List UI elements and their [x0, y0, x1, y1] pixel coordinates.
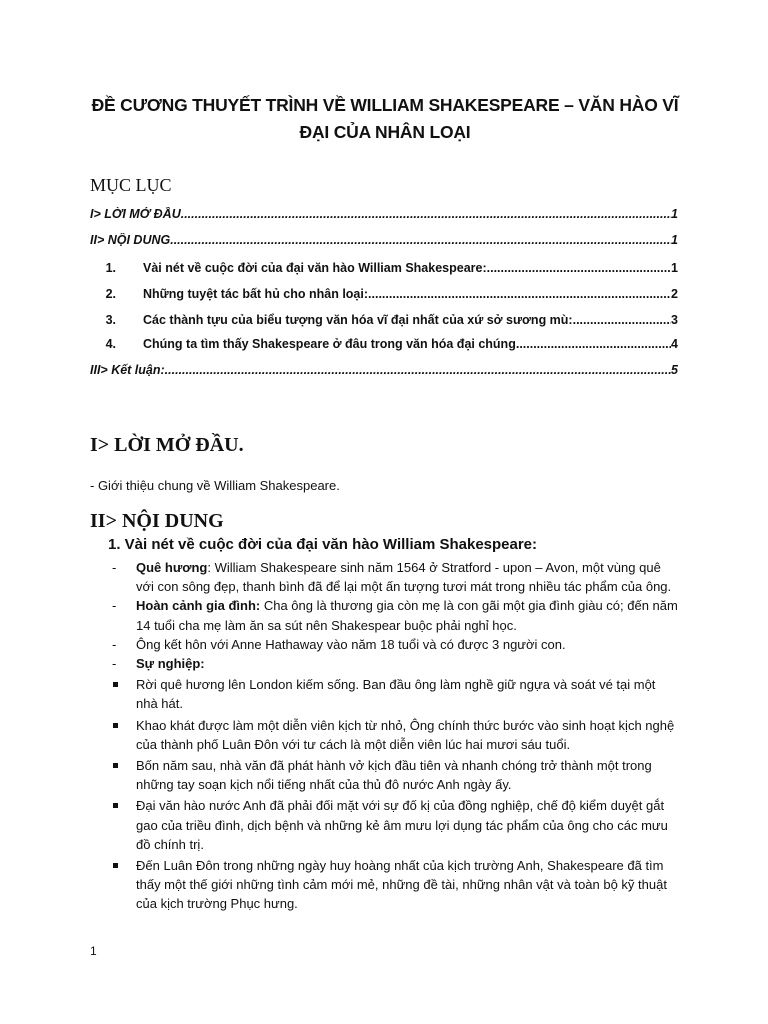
square-bullet-icon [113, 682, 118, 687]
toc-leader-dots [487, 261, 671, 275]
square-bullet-icon [113, 763, 118, 768]
toc-entry[interactable] [90, 363, 678, 383]
toc-entry-label: Chúng ta tìm thấy Shakespeare ở đâu trong văn hóa đại chúng [143, 337, 516, 351]
list-item [90, 716, 680, 754]
item-text: Cha ông là thương gia còn mẹ là con gãi một gia đình giàu có; đến năm 14 tuổi cha mẹ làm ăn sa sút nên Shakespear buộc phải nghỉ học. [136, 598, 678, 633]
list-item [90, 756, 680, 794]
intro-text: - Giới thiệu chung về William Shakespeare. [90, 478, 340, 493]
toc-leader-dots [573, 313, 671, 327]
list-item [90, 558, 680, 596]
toc-entry-label: I> LỜI MỞ ĐẦU [90, 207, 181, 221]
toc-entry-page: 2 [671, 287, 678, 301]
dash-marker: - [112, 636, 117, 652]
item-label: Sự nghiệp: [136, 656, 205, 672]
section-heading-intro: I> LỜI MỞ ĐẦU. [90, 434, 244, 456]
item-text: : William Shakespeare sinh năm 1564 ở Stratford - upon – Avon, một vùng quê với con sông đẹp, thanh bình đã để lại một ấn tượng tươi mát trong nhiều tác phẩm của ông. [136, 560, 672, 595]
toc-entry-number: 4. [105, 337, 116, 351]
dash-marker: - [112, 598, 117, 614]
item-text: Khao khát được làm một diễn viên kịch từ nhỏ, Ông chính thức bước vào sinh hoạt kịch nghệ của thành phố Luân Đôn với tư cách là một diễn viên lúc hai mươi sáu tuổi. [136, 717, 675, 752]
toc-entry[interactable] [90, 233, 678, 253]
square-bullet-icon [113, 863, 118, 868]
square-bullet-icon [113, 803, 118, 808]
toc-entry[interactable] [90, 207, 678, 227]
toc-entry-page: 5 [671, 363, 678, 377]
list-item [90, 675, 680, 713]
document-title: ĐỀ CƯƠNG THUYẾT TRÌNH VỀ WILLIAM SHAKESPEARE – VĂN HÀO VĨ ĐẠI CỦA NHÂN LOẠI [91, 95, 679, 142]
toc-entry-number: 3. [105, 313, 116, 327]
dash-marker: - [112, 560, 117, 575]
item-label: Hoàn cảnh gia đình: [136, 598, 261, 614]
toc-entry-page: 3 [671, 313, 678, 327]
toc-entry-label: Các thành tựu của biểu tượng văn hóa vĩ đại nhất của xứ sở sương mù: [143, 313, 573, 327]
toc-entry[interactable] [90, 261, 678, 281]
list-item [90, 596, 680, 634]
item-text: Đại văn hào nước Anh đã phải đối mặt với sự đố kị của đồng nghiệp, chế độ kiểm duyệt gắt gao của triều đình, dịch bệnh và những kẻ âm mưu lợi dụng tác phẩm của ông cho các mưu đồ chính trị. [136, 798, 668, 852]
dash-marker: - [112, 656, 117, 672]
toc-entry-page: 4 [671, 337, 678, 351]
toc-leader-dots [368, 287, 671, 301]
square-bullet-icon [113, 723, 118, 728]
toc-entry[interactable] [90, 313, 678, 333]
item-text: Bốn năm sau, nhà văn đã phát hành vở kịch đầu tiên và nhanh chóng trở thành một trong những tay soạn kịch nổi tiếng nhất của thủ đô nước Anh ngày ấy. [136, 758, 652, 793]
list-item [90, 856, 680, 914]
toc-heading: MỤC LỤC [90, 175, 172, 195]
toc-entry-page: 1 [671, 207, 678, 221]
item-label: Quê hương [136, 560, 208, 575]
page-number: 1 [90, 944, 97, 958]
toc-entry-label: III> Kết luận: [90, 363, 165, 377]
toc-entry-number: 2. [105, 287, 116, 301]
toc-entry-label: Những tuyệt tác bất hủ cho nhân loại: [143, 287, 369, 301]
item-text: Ông kết hôn với Anne Hathaway vào năm 18 tuổi và có được 3 người con. [136, 636, 566, 652]
toc-leader-dots [181, 207, 671, 221]
toc-entry-number: 1. [105, 261, 116, 275]
section-heading-content: II> NỘI DUNG [90, 510, 224, 532]
item-text: Rời quê hương lên London kiếm sống. Ban đầu ông làm nghề giữ ngựa và soát vé tại một nhà hát. [136, 677, 656, 712]
toc-leader-dots [170, 233, 671, 247]
list-item [90, 654, 680, 673]
toc-leader-dots [516, 337, 671, 351]
toc-entry-label: II> NỘI DUNG [90, 233, 171, 247]
list-item [90, 635, 680, 654]
toc-entry-page: 1 [671, 261, 678, 275]
toc-entry-label: Vài nét về cuộc đời của đại văn hào William Shakespeare: [143, 261, 487, 275]
toc-leader-dots [165, 363, 671, 377]
content-list [90, 558, 680, 914]
toc-entry-page: 1 [671, 233, 678, 247]
list-item [90, 796, 680, 854]
toc-entry[interactable] [90, 337, 678, 357]
subsection-title: 1. Vài nét về cuộc đời của đại văn hào William Shakespeare: [108, 536, 538, 553]
toc-entry[interactable] [90, 287, 678, 307]
item-text: Đến Luân Đôn trong những ngày huy hoàng nhất của kịch trường Anh, Shakespeare đã tìm thấy một thế giới những tình cảm mới mẻ, những đề tài, những nhân vật và toàn bộ kỹ thuật của kịch trường Phục hưng. [136, 858, 667, 912]
